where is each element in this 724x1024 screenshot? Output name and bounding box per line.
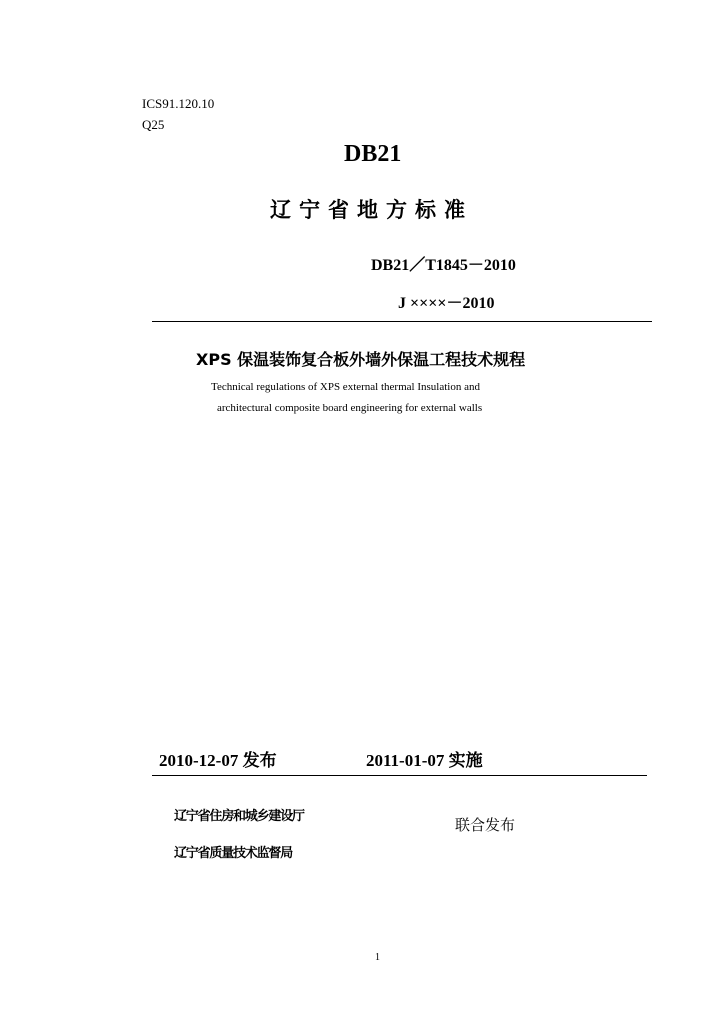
- issuer-housing-department: 辽宁省住房和城乡建设厅: [174, 809, 304, 824]
- standard-number: DB21／T1845－2010: [371, 257, 516, 274]
- document-title-zh: XPS 保温装饰复合板外墙外保温工程技术规程: [196, 350, 526, 369]
- ics-code: ICS91.120.10: [142, 96, 215, 111]
- issuer-quality-bureau: 辽宁省质量技术监督局: [174, 846, 293, 861]
- db-code: DB21: [344, 141, 402, 167]
- top-divider: [152, 321, 652, 322]
- page-number: 1: [375, 952, 380, 963]
- standard-title: 辽宁省地方标准: [270, 198, 473, 222]
- record-number: J ××××－2010: [398, 295, 495, 312]
- implementation-date: 2011-01-07 实施: [366, 751, 483, 770]
- classification-code: Q25: [142, 117, 165, 132]
- issue-date: 2010-12-07 发布: [159, 751, 277, 770]
- bottom-divider: [152, 775, 647, 776]
- document-title-en-line2: architectural composite board engineering for external walls: [217, 402, 483, 414]
- document-title-en-line1: Technical regulations of XPS external thermal Insulation and: [211, 381, 480, 393]
- joint-release-label: 联合发布: [455, 816, 516, 834]
